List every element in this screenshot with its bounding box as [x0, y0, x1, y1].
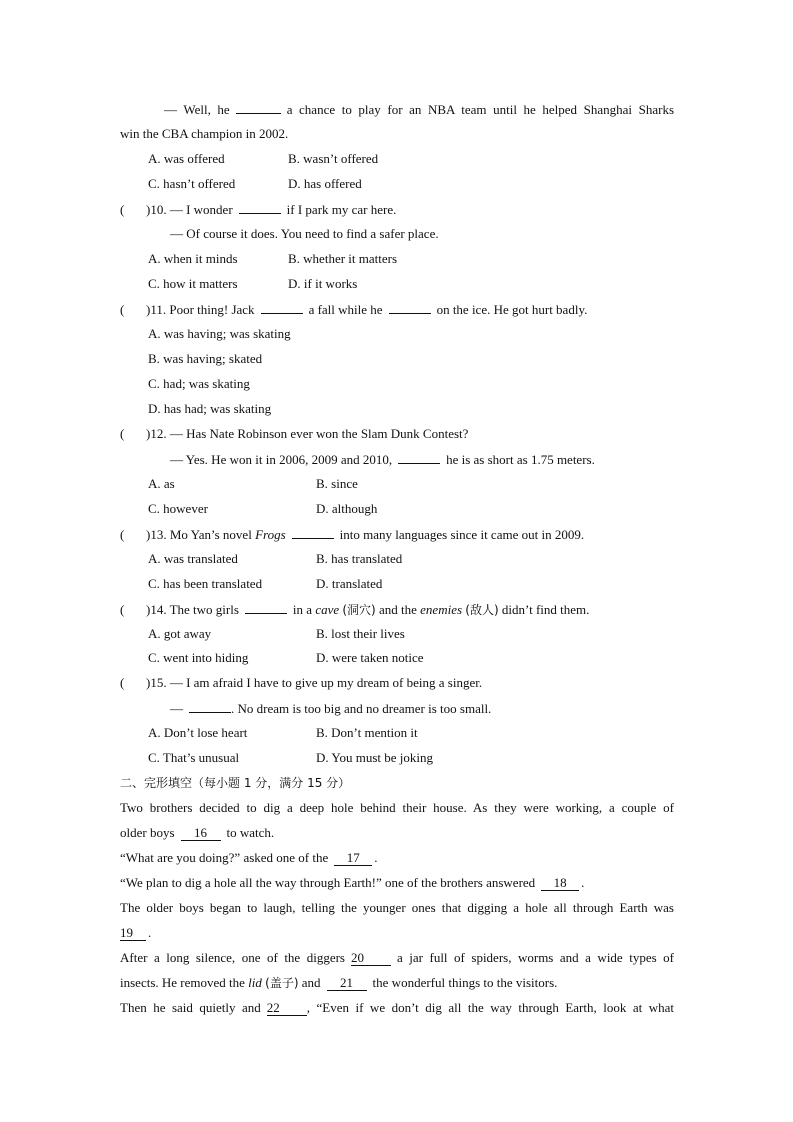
q15-reply-text: . No dream is too big and no dreamer is too small. [231, 701, 492, 716]
passage-line [120, 998, 674, 1018]
answer-blank [245, 599, 287, 614]
q14-option-d: D. were taken notice [316, 650, 424, 665]
cloze-blank-16: 16 [181, 826, 221, 841]
answer-blank [398, 449, 440, 464]
answer-paren: ( [120, 675, 125, 690]
passage-line [120, 973, 674, 993]
cloze-blank-19: 19 [120, 926, 146, 941]
answer-paren: ( [120, 302, 125, 317]
passage-line [120, 948, 674, 968]
cloze-blank-20: 20 [351, 951, 391, 966]
q15-option-c: C. That’s unusual [148, 750, 240, 765]
q12-option-a: A. as [148, 476, 175, 491]
q12-option-d: D. although [316, 501, 378, 516]
passage-text: , “Even if we don’t dig all the way through Earth, look at what [306, 1000, 674, 1015]
q10-stem-text: )10. — I wonder [146, 202, 233, 217]
q13-option-b: B. has translated [316, 551, 403, 566]
passage-text: the wonderful things to the visitors. [372, 975, 558, 990]
answer-blank [236, 99, 281, 114]
q12-stem-text: )12. — Has Nate Robinson ever won the Slam Dunk Contest? [146, 426, 469, 441]
vocab-word: cave [315, 602, 340, 617]
q13-stem-text: )13. Mo Yan’s novel [146, 527, 252, 542]
answer-paren: ( [120, 426, 125, 441]
q10-option-b: B. whether it matters [288, 251, 398, 266]
passage-text: “We plan to dig a hole all the way through Earth!” one of the brothers answered [120, 875, 536, 890]
answer-blank [189, 698, 231, 713]
q15-stem-text: )15. — I am afraid I have to give up my dream of being a singer. [146, 675, 483, 690]
answer-paren: ( [120, 202, 125, 217]
q11-option-b: B. was having; skated [148, 351, 263, 366]
q9-stem-line2: win the CBA champion in 2002. [120, 126, 289, 141]
passage-text: . [148, 925, 152, 940]
q14-stem-text: didn’t find them. [501, 602, 590, 617]
section-heading: 二、完形填空（每小题 1 分，满分 15 分） [120, 776, 351, 790]
q9-stem-line1 [164, 99, 674, 119]
passage-text: older boys [120, 825, 175, 840]
passage-text: insects. He removed the [120, 975, 245, 990]
q13-stem-text: into many languages since it came out in 2009. [339, 527, 585, 542]
cloze-blank-17: 17 [334, 851, 372, 866]
passage-text: After a long silence, one of the diggers [120, 950, 345, 965]
q11-stem-text: )11. Poor thing! Jack [146, 302, 255, 317]
passage-line [120, 823, 674, 843]
cloze-blank-22: 22 [267, 1001, 307, 1016]
passage-text: Then he said quietly and [120, 1000, 261, 1015]
q13-option-c: C. has been translated [148, 576, 263, 591]
q14-option-b: B. lost their lives [316, 626, 405, 641]
q9-stem-text: — Well, he [164, 102, 230, 117]
cloze-blank-21: 21 [327, 976, 367, 991]
q15-reply-text: — [170, 701, 183, 716]
answer-blank [389, 299, 431, 314]
q14-stem [120, 599, 674, 619]
answer-paren: ( [120, 527, 125, 542]
passage-line [120, 848, 674, 868]
q11-stem [120, 299, 674, 319]
q12-option-b: B. since [316, 476, 358, 491]
q15-option-a: A. Don’t lose heart [148, 725, 248, 740]
passage-line: Two brothers decided to dig a deep hole behind their house. As they were working, a couple of [120, 800, 674, 815]
q9-option-c: C. hasn’t offered [148, 176, 236, 191]
vocab-gloss: (敌人) [465, 603, 499, 617]
q9-option-d: D. has offered [288, 176, 362, 191]
passage-text: . [374, 850, 378, 865]
answer-blank [239, 199, 281, 214]
passage-line: The older boys began to laugh, telling the younger ones that digging a hole all through Earth was [120, 900, 674, 915]
q10-stem-text: if I park my car here. [286, 202, 397, 217]
q14-stem-text: in a [292, 602, 313, 617]
vocab-word: enemies [420, 602, 463, 617]
q11-stem-text: on the ice. He got hurt badly. [436, 302, 588, 317]
passage-text: . [581, 875, 585, 890]
q9-stem-text: a chance to play for an NBA team until he helped Shanghai Sharks [286, 102, 674, 117]
vocab-gloss: (洞穴) [342, 603, 376, 617]
q15-option-b: B. Don’t mention it [316, 725, 418, 740]
vocab-word: lid [248, 975, 262, 990]
vocab-gloss: (盖子) [265, 976, 299, 990]
q10-stem [120, 199, 674, 219]
q15-stem [120, 673, 674, 693]
q9-option-b: B. wasn’t offered [288, 151, 379, 166]
q11-option-d: D. has had; was skating [148, 401, 272, 416]
q14-option-a: A. got away [148, 626, 212, 641]
q11-stem-text: a fall while he [308, 302, 383, 317]
q11-option-c: C. had; was skating [148, 376, 250, 391]
q10-option-d: D. if it works [288, 276, 358, 291]
q10-option-c: C. how it matters [148, 276, 238, 291]
q12-option-c: C. however [148, 501, 208, 516]
q13-option-d: D. translated [316, 576, 383, 591]
q13-stem [120, 524, 674, 544]
q14-stem-text: and the [379, 602, 417, 617]
passage-line [120, 873, 674, 893]
passage-text: “What are you doing?” asked one of the [120, 850, 329, 865]
q12-stem [120, 424, 674, 444]
q12-reply-text: — Yes. He won it in 2006, 2009 and 2010, [170, 452, 393, 467]
q14-stem-text: )14. The two girls [146, 602, 239, 617]
q10-option-a: A. when it minds [148, 251, 238, 266]
q15-option-d: D. You must be joking [316, 750, 434, 765]
q11-option-a: A. was having; was skating [148, 326, 291, 341]
q14-option-c: C. went into hiding [148, 650, 249, 665]
q13-option-a: A. was translated [148, 551, 238, 566]
answer-blank [261, 299, 303, 314]
q12-reply-text: he is as short as 1.75 meters. [446, 452, 595, 467]
passage-line [120, 923, 674, 943]
q15-reply [170, 698, 674, 718]
passage-text: a jar full of spiders, worms and a wide types of [396, 950, 674, 965]
passage-text: and [301, 975, 321, 990]
q9-option-a: A. was offered [148, 151, 225, 166]
q10-reply: — Of course it does. You need to find a safer place. [170, 226, 439, 241]
cloze-blank-18: 18 [541, 876, 579, 891]
answer-paren: ( [120, 602, 125, 617]
q12-reply [170, 449, 674, 469]
answer-blank [292, 524, 334, 539]
passage-text: to watch. [226, 825, 275, 840]
book-title: Frogs [255, 527, 286, 542]
